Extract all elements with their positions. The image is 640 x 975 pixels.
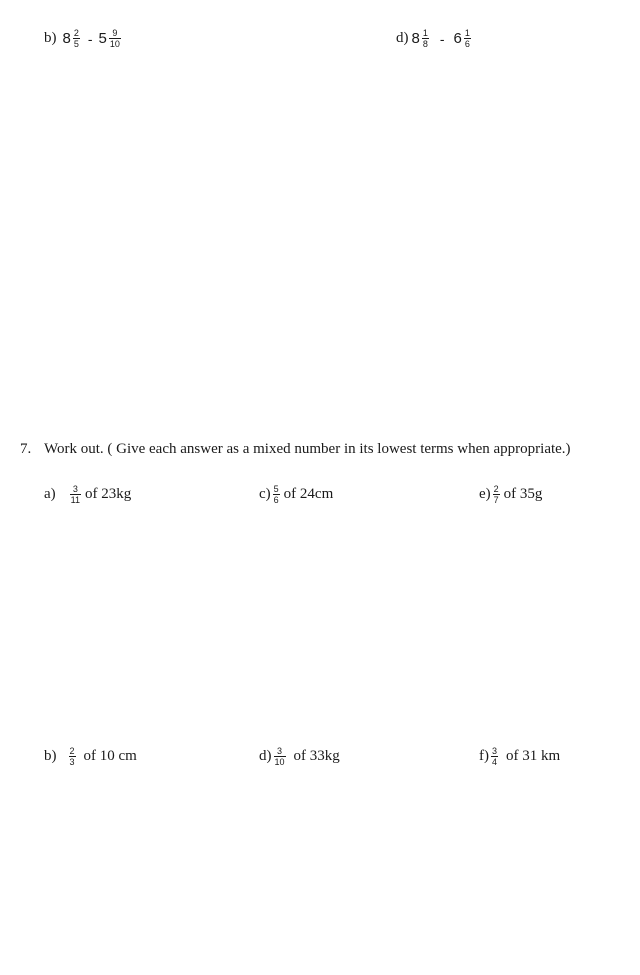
- question-number: 7.: [20, 441, 32, 457]
- fraction: [273, 484, 280, 505]
- whole-number: 8: [411, 30, 420, 47]
- denominator: 10: [274, 757, 285, 767]
- fraction: [70, 484, 81, 505]
- part-b: [44, 746, 137, 767]
- denominator: 5: [73, 39, 79, 49]
- item-label: d): [396, 30, 409, 46]
- part-label: a): [44, 486, 56, 502]
- whole-number: 6: [453, 30, 462, 47]
- question-7-heading: [20, 441, 571, 458]
- numerator: 3: [277, 746, 283, 756]
- part-d: [259, 746, 340, 767]
- numerator: 3: [492, 746, 498, 756]
- denominator: 4: [492, 757, 498, 767]
- part-a: [44, 484, 131, 505]
- part-label: e): [479, 486, 491, 502]
- numerator: 2: [493, 484, 499, 494]
- fraction: [274, 746, 286, 767]
- numerator: 2: [69, 746, 75, 756]
- fraction: [69, 746, 76, 767]
- part-text: of 24cm: [283, 486, 334, 502]
- part-text: of 10 cm: [83, 748, 137, 764]
- whole-number: 8: [62, 30, 71, 47]
- part-e: [479, 484, 542, 505]
- prev-item-d: [396, 28, 473, 49]
- denominator: 11: [70, 495, 80, 505]
- part-c: [259, 484, 333, 505]
- fraction: [491, 746, 498, 767]
- denominator: 6: [273, 495, 279, 505]
- numerator: 3: [72, 484, 78, 494]
- denominator: 6: [464, 39, 470, 49]
- denominator: 3: [69, 757, 75, 767]
- question-text: Work out. ( Give each answer as a mixed number in its lowest terms when appropriate.): [44, 441, 571, 457]
- fraction: [73, 28, 80, 49]
- part-text: of 31 km: [506, 748, 561, 764]
- numerator: 1: [464, 28, 470, 38]
- part-text: of 35g: [503, 486, 543, 502]
- part-label: d): [259, 748, 272, 764]
- fraction: [464, 28, 471, 49]
- part-text: of 23kg: [85, 486, 132, 502]
- fraction: [422, 28, 429, 49]
- fraction: [493, 484, 500, 505]
- item-label: b): [44, 30, 57, 46]
- denominator: 7: [493, 495, 499, 505]
- part-text: of 33kg: [293, 748, 340, 764]
- denominator: 8: [422, 39, 428, 49]
- numerator: 9: [112, 28, 118, 38]
- denominator: 10: [109, 39, 120, 49]
- numerator: 5: [273, 484, 279, 494]
- prev-item-b: [44, 28, 123, 49]
- part-label: b): [44, 748, 57, 764]
- part-label: c): [259, 486, 271, 502]
- part-f: [479, 746, 560, 767]
- fraction: [109, 28, 121, 49]
- numerator: 2: [73, 28, 79, 38]
- minus-sign: -: [439, 30, 445, 47]
- numerator: 1: [422, 28, 428, 38]
- minus-sign: -: [87, 30, 93, 47]
- part-label: f): [479, 748, 489, 764]
- whole-number: 5: [98, 30, 107, 47]
